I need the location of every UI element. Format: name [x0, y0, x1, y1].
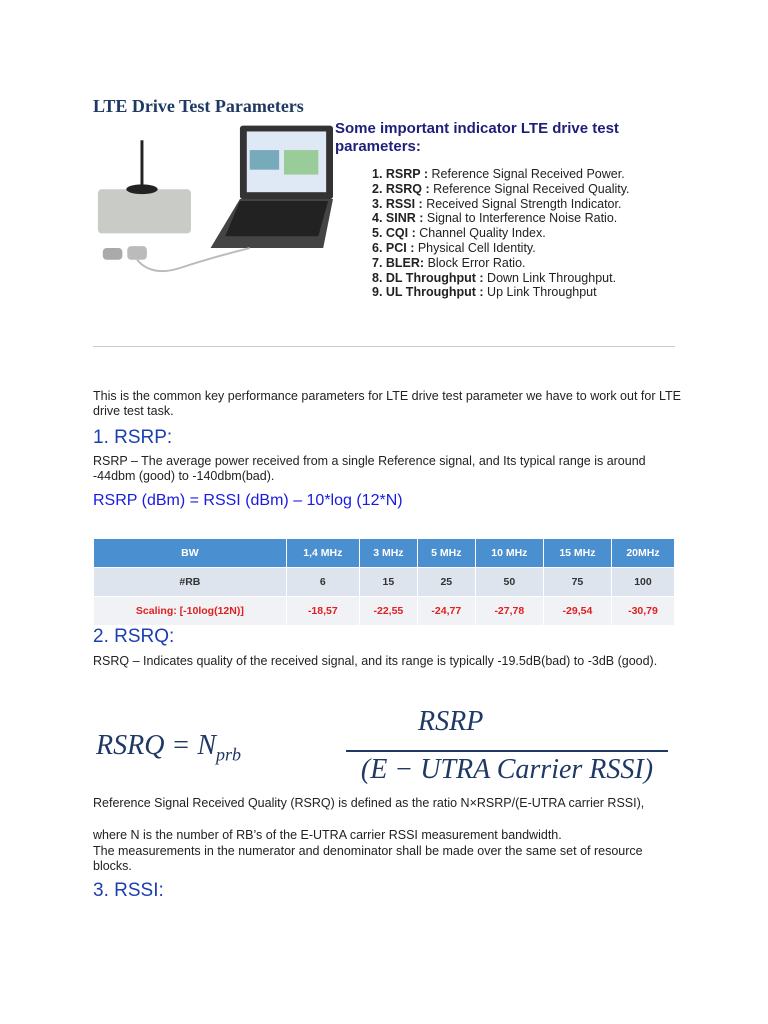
table-cell: 5 MHz: [417, 539, 475, 568]
list-item: [372, 271, 630, 286]
table-cell: -27,78: [475, 597, 543, 626]
section-heading-rsrq: 2. RSRQ:: [93, 626, 175, 647]
param-key: 9. UL Throughput :: [372, 285, 484, 300]
table-cell: 15 MHz: [543, 539, 611, 568]
page-title: LTE Drive Test Parameters: [93, 96, 304, 116]
table-cell: 100: [611, 568, 674, 597]
divider: [93, 346, 675, 347]
table-cell: 20MHz: [611, 539, 674, 568]
table-cell: 1,4 MHz: [286, 539, 359, 568]
formula-lhs: [96, 730, 241, 771]
list-item: [372, 285, 630, 300]
list-item: [372, 241, 630, 256]
param-desc: Physical Cell Identity.: [414, 240, 536, 255]
param-key: 7. BLER:: [372, 255, 425, 270]
parameter-list: [372, 167, 630, 300]
paragraph: RSRQ – Indicates quality of the received signal, and its range is typically -19.5dB(bad) to -3dB (good).: [93, 654, 658, 668]
param-key: 2. RSRQ :: [372, 181, 430, 196]
table-cell: #RB: [94, 568, 287, 597]
table-cell: 15: [359, 568, 417, 597]
param-key: 8. DL Throughput :: [372, 270, 484, 285]
paragraph: where N is the number of RB’s of the E-UTRA carrier RSSI measurement bandwidth.: [93, 828, 562, 842]
rsrp-equation: RSRP (dBm) = RSSI (dBm) – 10*log (12*N): [93, 492, 403, 509]
table-cell: 3 MHz: [359, 539, 417, 568]
param-key: 4. SINR :: [372, 211, 424, 226]
param-desc: Reference Signal Received Power.: [428, 167, 625, 181]
param-desc: Up Link Throughput: [483, 285, 597, 300]
table-cell: -24,77: [417, 597, 475, 626]
list-item: [372, 182, 630, 197]
param-desc: Channel Quality Index.: [415, 226, 546, 241]
table-cell: -29,54: [543, 597, 611, 626]
param-key: 6. PCI :: [372, 240, 415, 255]
paragraph: Reference Signal Received Quality (RSRQ) is defined as the ratio N×RSRP/(E-UTRA carrier RSSI),: [93, 796, 645, 810]
table-cell: -30,79: [611, 597, 674, 626]
table-row: [94, 597, 675, 626]
list-item: [372, 226, 630, 241]
table-cell: -18,57: [286, 597, 359, 626]
param-key: 1. RSRP :: [372, 167, 429, 181]
param-desc: Signal to Interference Noise Ratio.: [423, 211, 618, 226]
paragraph: This is the common key performance parameters for LTE drive test parameter we have to work out for LTE drive test task.: [93, 389, 681, 418]
table-cell: 10 MHz: [475, 539, 543, 568]
param-desc: Received Signal Strength Indicator.: [422, 196, 622, 211]
paragraph: RSRP – The average power received from a single Reference signal, and Its typical range is around -44dbm (good) to -140dbm(bad).: [93, 454, 646, 483]
section-heading-rssi: 3. RSSI:: [93, 880, 164, 901]
param-desc: Reference Signal Received Quality.: [429, 181, 630, 196]
table-row: [94, 568, 675, 597]
paragraph: The measurements in the numerator and denominator shall be made over the same set of resource blocks.: [93, 844, 643, 873]
drive-test-equipment-image: [93, 120, 333, 283]
formula-subscript: prb: [216, 744, 242, 765]
table-cell: 75: [543, 568, 611, 597]
table-cell: 50: [475, 568, 543, 597]
table-cell: 6: [286, 568, 359, 597]
intro-heading: Some important indicator LTE drive test parameters:: [335, 120, 619, 155]
scaling-table: [93, 538, 675, 626]
formula-denominator: [346, 750, 668, 786]
table-cell: 25: [417, 568, 475, 597]
param-desc: Down Link Throughput.: [483, 270, 617, 285]
list-item: [372, 167, 630, 182]
list-item: [372, 211, 630, 226]
rsrq-formula: [96, 706, 671, 791]
list-item: [372, 197, 630, 212]
formula-denominator-text: (E − UTRA Carrier RSSI): [360, 754, 654, 785]
formula-lhs-text: RSRQ = N: [96, 730, 216, 761]
list-item: [372, 256, 630, 271]
param-key: 5. CQI :: [372, 226, 416, 241]
table-cell: BW: [94, 539, 287, 568]
section-heading-rsrp: 1. RSRP:: [93, 427, 173, 448]
table-header-row: [94, 539, 675, 568]
table-cell: Scaling: [-10log(12N)]: [94, 597, 287, 626]
formula-numerator: RSRP: [418, 706, 484, 737]
table-cell: -22,55: [359, 597, 417, 626]
param-desc: Block Error Ratio.: [424, 255, 526, 270]
param-key: 3. RSSI :: [372, 196, 423, 211]
